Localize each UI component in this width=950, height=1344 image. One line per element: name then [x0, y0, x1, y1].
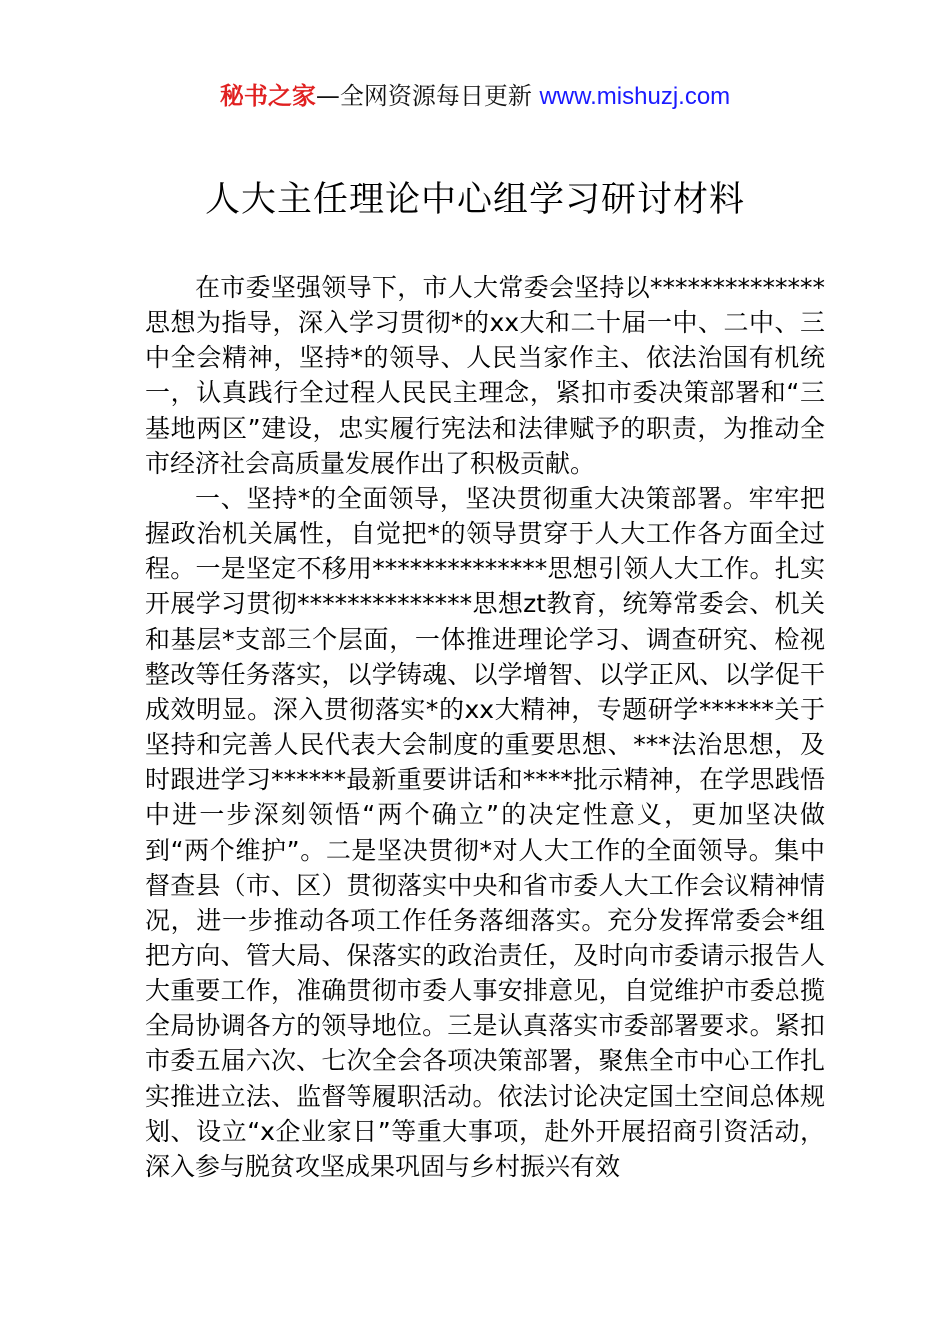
paragraph-intro: 在市委坚强领导下，市人大常委会坚持以**************思想为指导，深入学习贯彻*的xx大和二十届一中、二中、三中全会精神，坚持*的领导、人民当家作主、依法治国有机统一，认真践行全过程人民民主理念，紧扣市委决策部署和“三基地两区”建设，忠实履行宪法和法律赋予的职责，为推动全市经济社会高质量发展作出了积极贡献。	[145, 273, 825, 478]
paragraph-section-one: 一、坚持*的全面领导，坚决贯彻重大决策部署。牢牢把握政治机关属性，自觉把*的领导贯穿于人大工作各方面全过程。一是坚定不移用**************思想引领人大工作。扎实开展学习贯彻**************思想zt教育，统筹常委会、机关和基层*支部三个层面，一体推进理论学习、调查研究、检视整改等任务落实，以学铸魂、以学增智、以学正风、以学促干成效明显。深入贯彻落实*的xx大精神，专题研学******关于坚持和完善人民代表大会制度的重要思想、***法治思想，及时跟进学习******最新重要讲话和****批示精神，在学思践悟中进一步深刻领悟“两个确立”的决定性意义，更加坚决做到“两个维护”。二是坚决贯彻*对人大工作的全面领导。集中督查县（市、区）贯彻落实中央和省市委人大工作会议精神情况，进一步推动各项工作任务落细落实。充分发挥常委会*组把方向、管大局、保落实的政治责任，及时向市委请示报告人大重要工作，准确贯彻市委人事安排意见，自觉维护市委总揽全局协调各方的领导地位。三是认真落实市委部署要求。紧扣市委五届六次、七次全会各项决策部署，聚焦全市中心工作扎实推进立法、监督等履职活动。依法讨论决定国土空间总体规划、设立“x企业家日”等重大事项，赴外开展招商引资活动，深入参与脱贫攻坚成果巩固与乡村振兴有效	[145, 483, 825, 1181]
site-tagline: —全网资源每日更新	[315, 82, 532, 110]
site-url-link[interactable]: www.mishuzj.com	[539, 83, 731, 110]
site-header	[0, 80, 950, 113]
document-body	[145, 270, 825, 1184]
document-title: 人大主任理论中心组学习研讨材料	[204, 180, 745, 220]
site-brand: 秘书之家	[219, 82, 316, 110]
